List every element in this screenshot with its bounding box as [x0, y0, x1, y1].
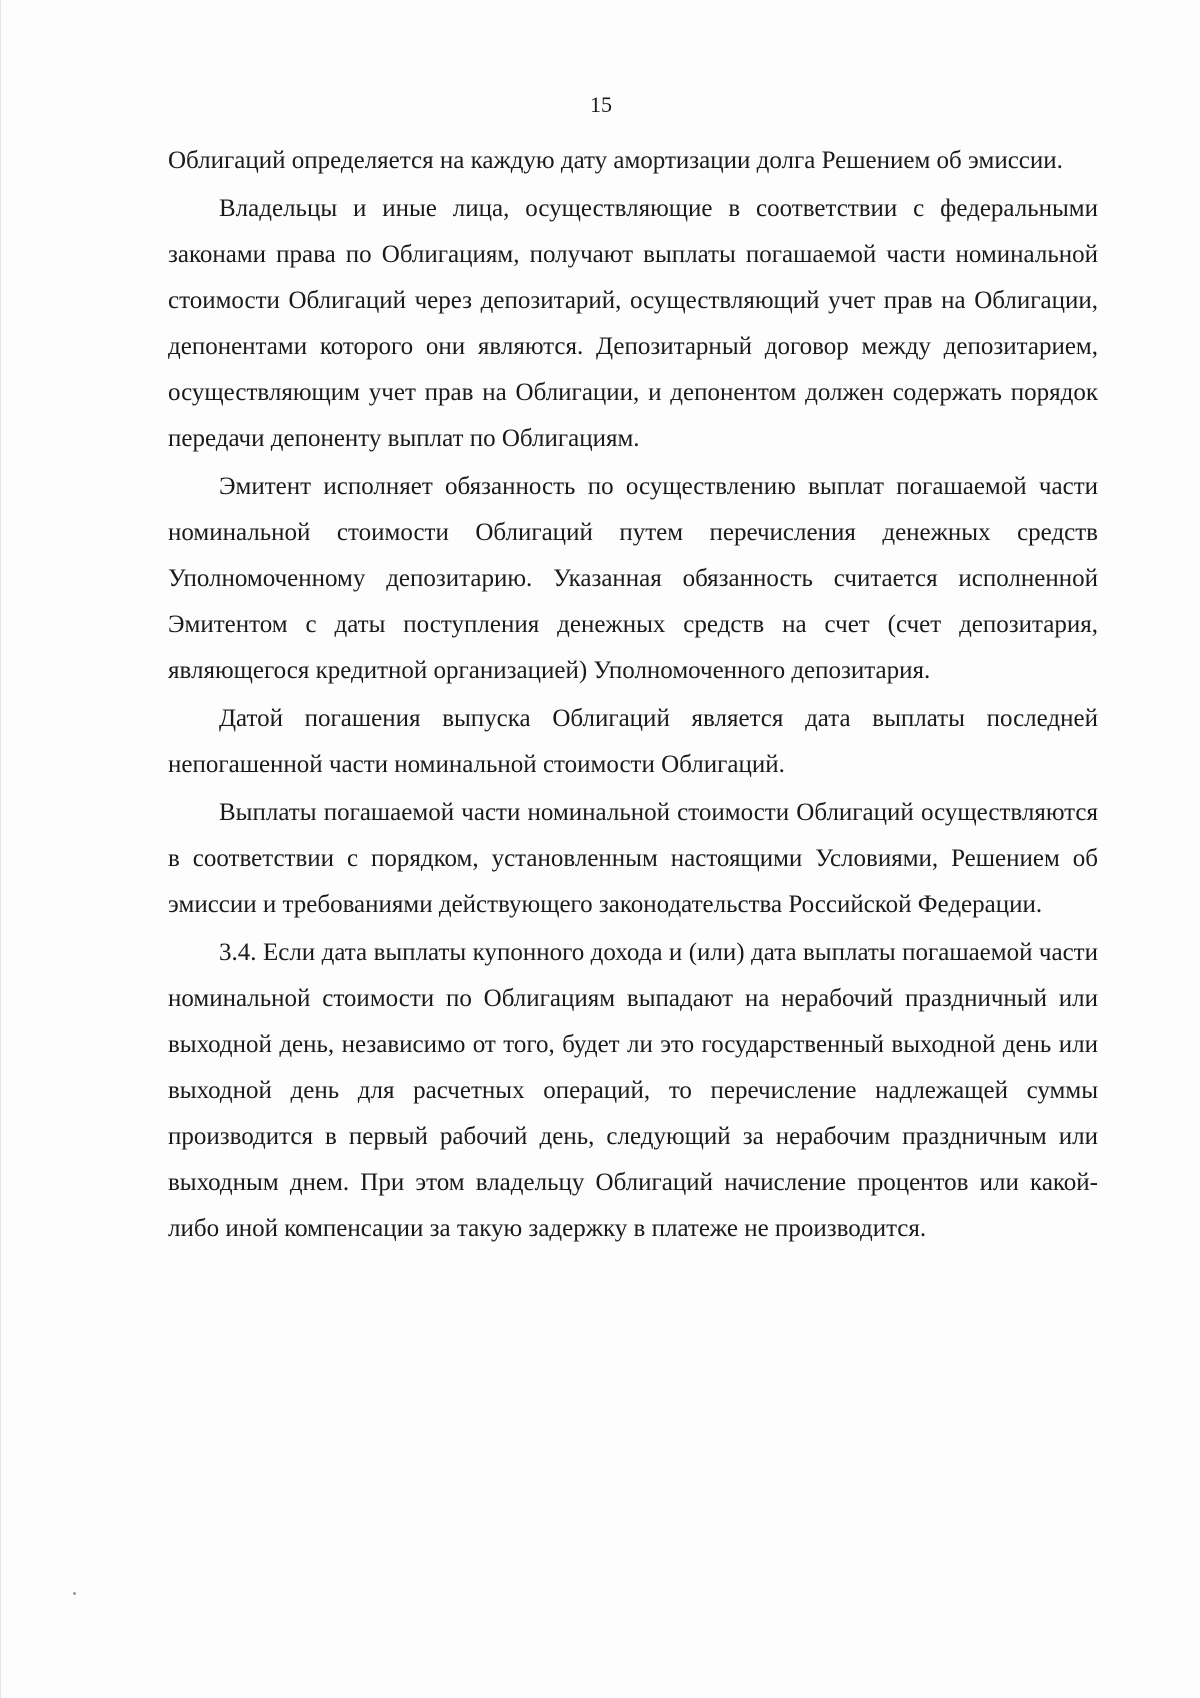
page-number: 15	[590, 92, 612, 117]
paragraph-redemption-date: Датой погашения выпуска Облигаций является дата выплаты последней непогашенной части номинальной стоимости Облигаций.	[168, 705, 1098, 778]
paragraph-continuation: Облигаций определяется на каждую дату амортизации долга Решением об эмиссии.	[168, 147, 1063, 174]
paragraph-section-3-4: 3.4. Если дата выплаты купонного дохода и (или) дата выплаты погашаемой части номинальной стоимости по Облигациям выпадают на нерабочий праздничный или выходной день, независимо от того, будет ли это государственный выходной день или выходной день для расчетных операций, то перечисление надлежащей суммы производится в первый рабочий день, следующий за нерабочим праздничным или выходным днем. При этом владельцу Облигаций начисление процентов или какой-либо иной компенсации за такую задержку в платеже не производится.	[168, 939, 1098, 1242]
paragraph-issuer-obligation: Эмитент исполняет обязанность по осуществлению выплат погашаемой части номинальной стоимости Облигаций путем перечисления денежных средств Уполномоченному депозитарию. Указанная обязанность считается исполненной Эмитентом с даты поступления денежных средств на счет (счет депозитария, являющегося кредитной организацией) Уполномоченного депозитария.	[168, 473, 1098, 684]
document-body	[168, 138, 1098, 1252]
paragraph-holders-payments: Владельцы и иные лица, осуществляющие в соответствии с федеральными законами права по Облигациям, получают выплаты погашаемой части номинальной стоимости Облигаций через депозитарий, осуществляющий учет прав на Облигации, депонентами которого они являются. Депозитарный договор между депозитарием, осуществляющим учет прав на Облигации, и депонентом должен содержать порядок передачи депоненту выплат по Облигациям.	[168, 195, 1098, 452]
paragraph-payment-procedure: Выплаты погашаемой части номинальной стоимости Облигаций осуществляются в соответствии с порядком, установленным настоящими Условиями, Решением об эмиссии и требованиями действующего законодательства Российской Федерации.	[168, 799, 1098, 918]
scan-speck	[73, 1592, 76, 1595]
